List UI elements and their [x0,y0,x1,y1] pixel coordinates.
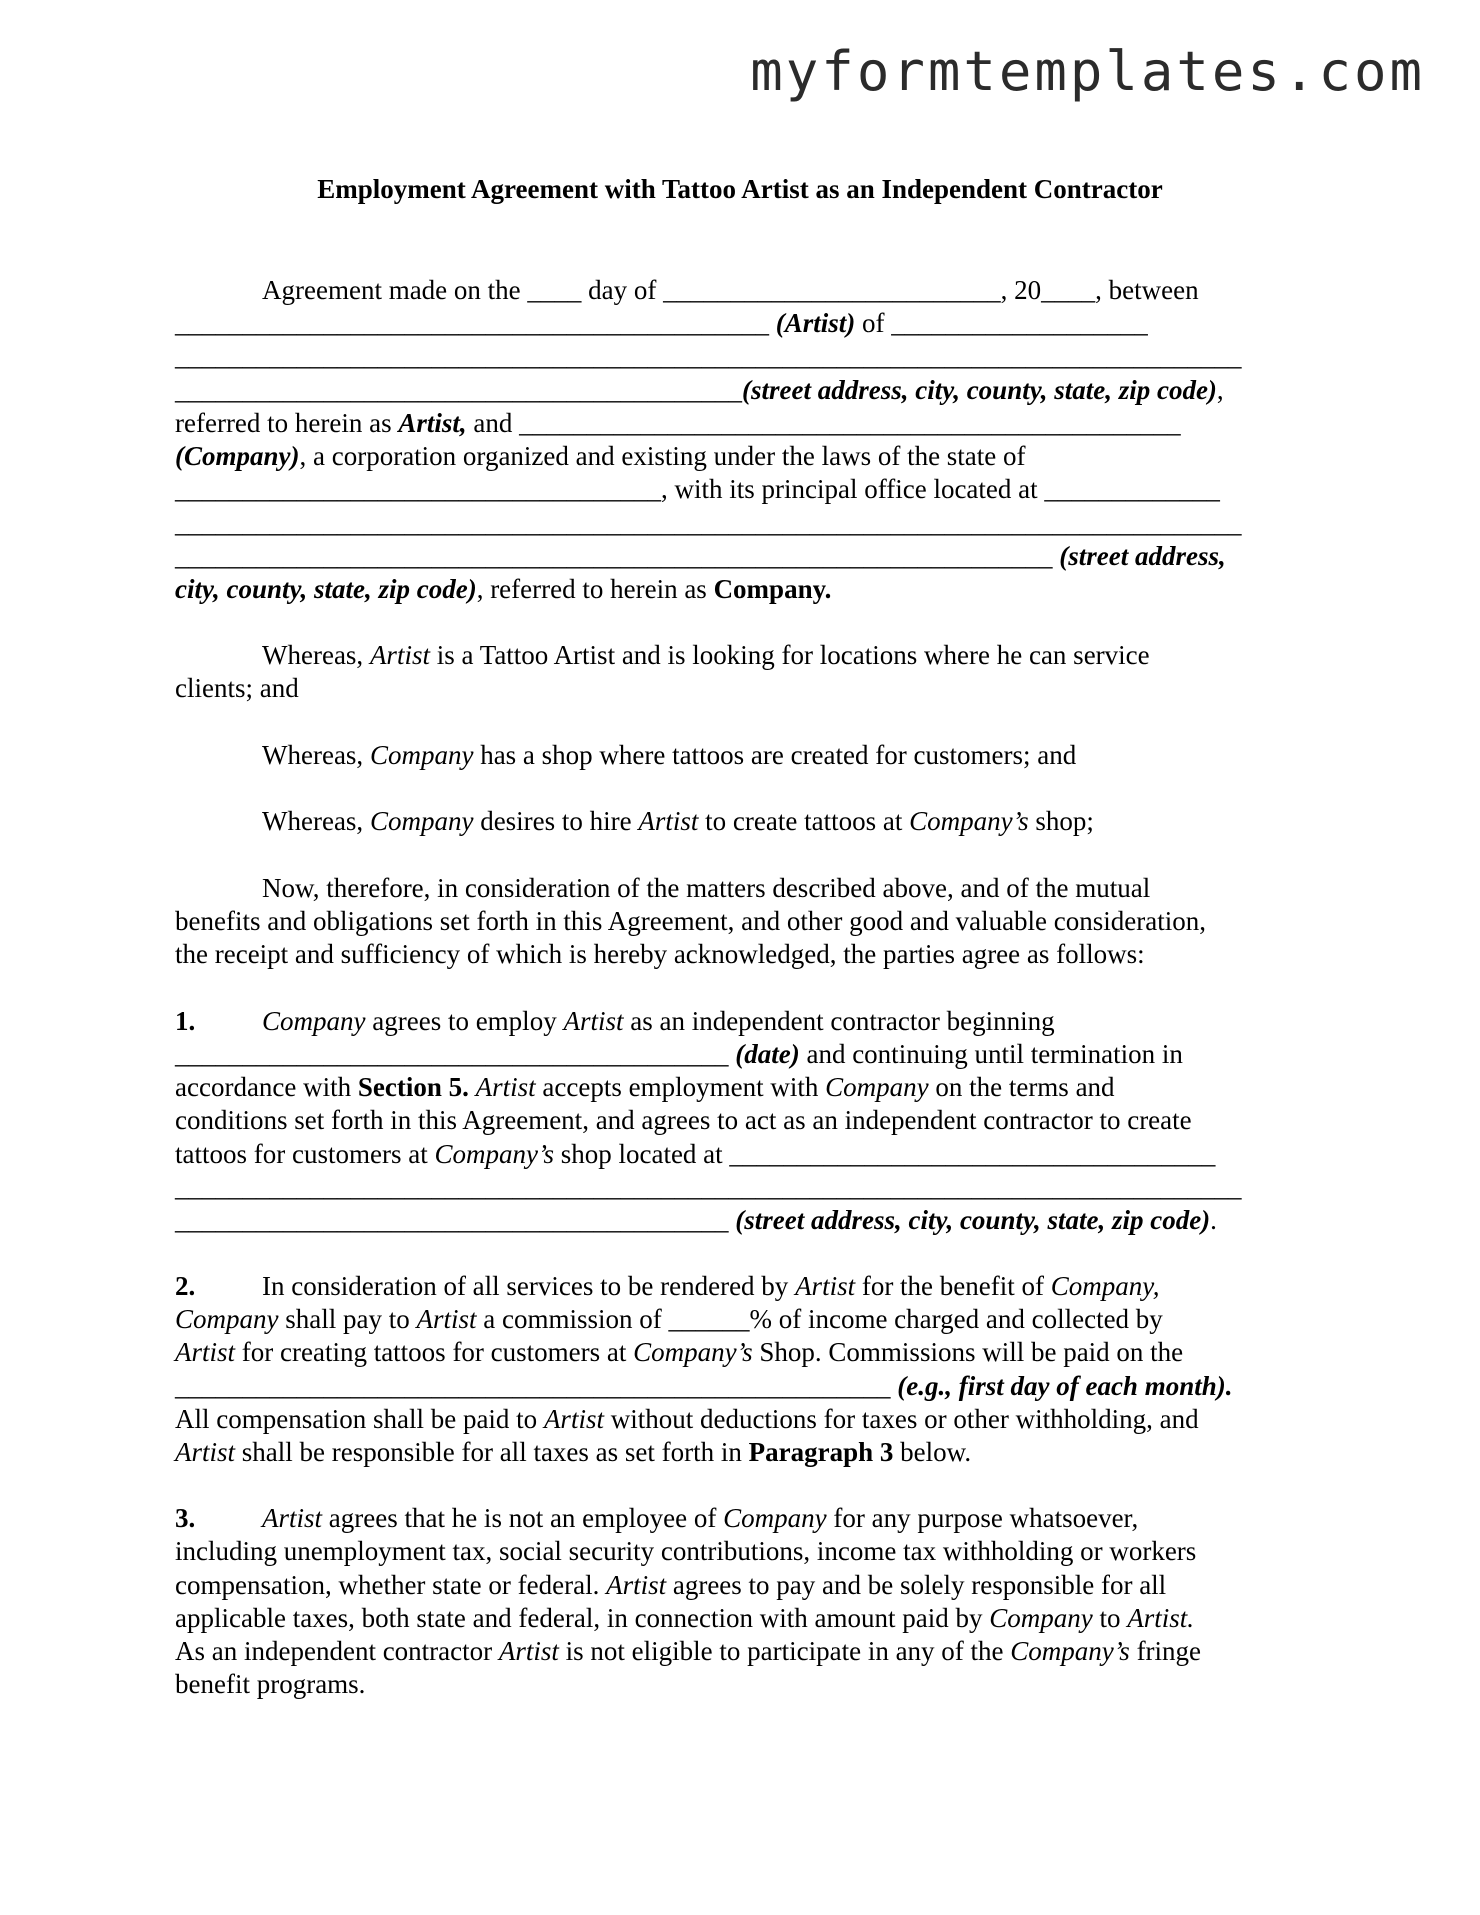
text-line: _______________________________________________________________________________ [175,508,1242,538]
text: Artist [262,1503,323,1533]
text: desires to hire [473,806,639,836]
label: (date) [735,1039,800,1069]
text: is a Tattoo Artist and is looking for locations where he can service [429,640,1150,670]
text: Company [723,1503,827,1533]
text: Artist [606,1570,667,1600]
text: applicable taxes, both state and federal, in connection with amount paid by [175,1603,990,1633]
text: agrees that he is not an employee of [322,1503,724,1533]
blank: _____________________________________________________ [175,1371,898,1401]
text-line [175,373,1224,407]
text-line [175,306,1148,340]
text-line [175,1335,1183,1369]
text: Company [262,1006,366,1036]
text-line: Now, therefore, in consideration of the matters described above, and of the mutual [262,873,1151,903]
text-line [175,1203,1217,1237]
text: accordance with [175,1072,358,1102]
text: for any purpose whatsoever, [826,1503,1139,1533]
text: All compensation shall be paid to [175,1404,544,1434]
text: below. [893,1437,972,1467]
text: Company’s [633,1337,753,1367]
text: agrees to pay and be solely responsible for all [666,1570,1167,1600]
text-line: including unemployment tax, social security contributions, income tax withholding or workers [175,1536,1197,1566]
text-line: the receipt and sufficiency of which is hereby acknowledged, the parties agree as follows: [175,939,1145,969]
text: Company’s [909,806,1029,836]
label: Artist, [398,408,467,438]
text-line [175,1601,1194,1635]
text: Company [175,1304,279,1334]
text: As an independent contractor [175,1636,499,1666]
text: for the benefit of [855,1271,1051,1301]
text: , referred to herein as [476,574,714,604]
blank: ____________________________________________ [175,308,776,338]
text-line [262,1004,1055,1038]
punct: . [1210,1205,1217,1235]
blank: of ___________________ [855,308,1148,338]
text: is not eligible to participate in any of the [558,1636,1011,1666]
text-line: ____________________________________, with its principal office located at _____________ [175,474,1220,504]
text-line [262,1269,1160,1303]
text: Artist [563,1006,624,1036]
text: Whereas, [262,740,370,770]
text-line: benefits and obligations set forth in this Agreement, and other good and valuable consideration, [175,906,1206,936]
label: (Artist) [775,308,856,338]
label: Paragraph 3 [748,1437,894,1467]
text-line [175,572,831,606]
text: Artist. [1127,1603,1195,1633]
text: referred to herein as [175,408,399,438]
text: without deductions for taxes or other withholding, and [603,1404,1199,1434]
whereas-paragraph-2 [262,738,1076,772]
text: Company, [1050,1271,1160,1301]
label: Company. [713,574,832,604]
text: Company [989,1603,1093,1633]
text: agrees to employ [365,1006,564,1036]
text: Artist [475,1072,536,1102]
label: (Company) [175,441,300,471]
text: for creating tattoos for customers at [235,1337,634,1367]
label: Section 5. [357,1072,469,1102]
text-line [175,1634,1201,1668]
blank: __________________________________________ [175,375,742,405]
text [469,1072,476,1102]
text-line: benefit programs. [175,1669,366,1699]
label: (e.g., first day of each month). [897,1371,1233,1401]
text: Company [369,740,474,770]
punct: , [1216,375,1224,405]
whereas-paragraph-3 [262,804,1094,838]
text: Whereas, [262,640,370,670]
text-line: _______________________________________________________________________________ [175,341,1242,371]
text: compensation, whether state or federal. [175,1570,607,1600]
text-line [262,638,1150,672]
text: has a shop where tattoos are created for customers; and [473,740,1077,770]
text-line [175,1369,1232,1403]
text: shop; [1028,806,1094,836]
text: shall be responsible for all taxes as set forth in [235,1437,749,1467]
text: and continuing until termination in [799,1039,1183,1069]
text: Artist [543,1404,604,1434]
blank: and _________________________________________________ [466,408,1181,438]
text-line [175,439,1026,473]
document-title: Employment Agreement with Tattoo Artist as an Independent Contractor [317,174,1163,204]
text: on the terms and [928,1072,1115,1102]
section-number: 2. [175,1271,196,1301]
text: tattoos for customers at [175,1139,435,1169]
text: as an independent contractor beginning [623,1006,1055,1036]
text: a commission of ______% of income charged and collected by [476,1304,1163,1334]
text: Company’s [1010,1636,1130,1666]
text: Artist [175,1337,236,1367]
label: (street address, [1059,541,1226,571]
text-line: Agreement made on the ____ day of _________________________, 20____, between [262,275,1199,305]
text: fringe [1129,1636,1202,1666]
text-line [175,1137,1215,1171]
text: Company’s [434,1139,554,1169]
text: Artist [175,1437,236,1467]
text: Artist [498,1636,559,1666]
label: (street address, city, county, state, zip code) [735,1205,1211,1235]
text-line [175,1568,1166,1602]
text: shall pay to [278,1304,417,1334]
text: accepts employment with [535,1072,826,1102]
blank: _________________________________________ [175,1205,736,1235]
text-line [175,1070,1115,1104]
text-line: clients; and [175,673,299,703]
blank: shop located at ____________________________________ [553,1139,1216,1169]
text: Shop. Commissions will be paid on the [752,1337,1184,1367]
text: Artist [416,1304,477,1334]
text-line [175,1302,1163,1336]
site-watermark: myformtemplates.com [750,40,1425,103]
text-line: _______________________________________________________________________________ [175,1172,1242,1202]
text-line [175,1037,1183,1071]
text: Artist [638,806,699,836]
label: (street address, city, county, state, zip code) [742,375,1217,405]
text-line [262,1501,1138,1535]
section-number: 3. [175,1503,196,1533]
text: , a corporation organized and existing under the laws of the state of [299,441,1026,471]
text-line [175,539,1226,573]
text-line [175,406,1181,440]
text: to [1092,1603,1128,1633]
text-line [175,1435,971,1469]
text: Whereas, [262,806,370,836]
text-line [175,1402,1199,1436]
text-line: conditions set forth in this Agreement, and agrees to act as an independent contractor to create [175,1105,1192,1135]
label: city, county, state, zip code) [175,574,477,604]
text: Company [825,1072,929,1102]
text: Artist [369,640,430,670]
blank: _________________________________________ [175,1039,736,1069]
text: In consideration of all services to be rendered by [262,1271,796,1301]
section-number: 1. [175,1006,196,1036]
text: to create tattoos at [698,806,910,836]
text: Company [369,806,474,836]
blank: _________________________________________________________________ [175,541,1060,571]
text: Artist [795,1271,856,1301]
